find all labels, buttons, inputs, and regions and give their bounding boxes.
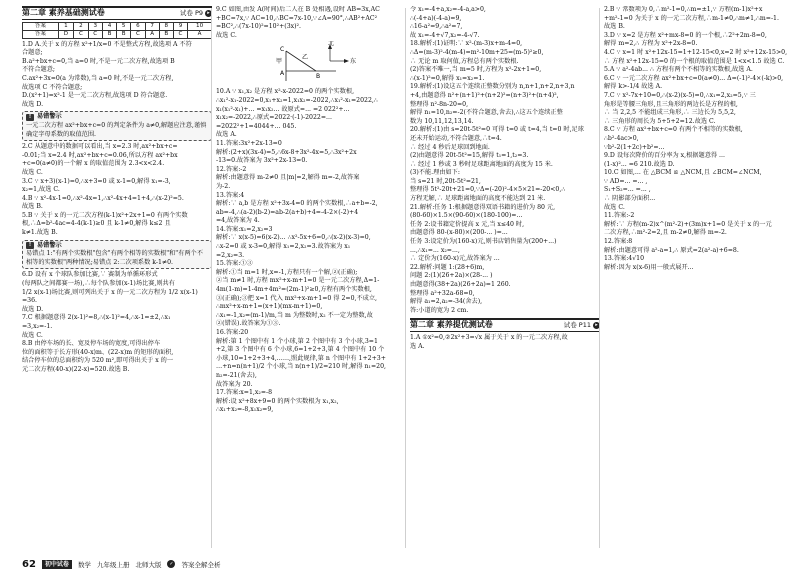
answer-table-header-cell: 3 [88,22,102,30]
answer-line: ②当 m≠1 时,方程 mx²+x-m+1=0 是一元二次方程,Δ=1- [216,277,380,285]
column-divider [211,8,212,548]
answer-line: n₂=-21(舍去), [216,371,257,379]
answer-line: 解析:∵ 方程(m-2)x^(m²-2)+(3m)x+1=0 是关于 x 的一元 [604,220,772,228]
page-ref [564,321,600,330]
answer-table-header-cell: 10 [188,22,212,30]
answer-line: 10.C 如图,... 在 △BCM ≌ △NCM,且 ∠BCM=∠NCM, [604,169,762,177]
answer-line: 解得 k>-1/4 故选 A. [604,83,663,91]
answer-line: 解析:设 x²+8x+9=0 的两个实数根为 x₁,x₂, [216,397,339,405]
answer-line: ab=-4,∴(a-2)(b-2)=ab-2(a+b)+4=-4-2×(-2)+4 [216,208,359,216]
answer-line: S₁+S₂=... =... , [604,186,651,194]
answer-line: 7.C ∵ x²-7x+10=0,∴(x-2)(x-5)=0,∴x₁=2,x₂=5,∵ 三 [604,91,756,99]
answer-line: 21.解析:任务 1:根据题意得双语书籍的进价为 80 元, [410,203,556,211]
answer-line: 9.D 设每次降价的百分率为 x,根据题意得 ... [604,152,725,160]
answer-icon: ✓ [169,561,174,567]
answer-line: -0.01;当 x=2.4 时,ax²+bx+c=0.06,所以方程 ax²+bx [22,151,178,159]
answer-line: +c=0(a≠0)的一个解 x 的取值范围为 2.3<x<2.4. [22,160,165,168]
answer-line: 1.A ①x²=0,②2x²+3=√x 属于关于 x 的一元二次方程,故 [410,333,568,341]
answer-line: 4.B ∵ x²-4x-1=0,∴x²-4x=1,∴x²-4x+4=1+4,∴(x-2)²=5. [22,194,184,202]
answer-line: 由题意得 80-(x-80)×(200-... )=... [410,229,508,237]
answer-line: =BC²,∴(7x-10)²=10²+(3x)². [216,23,301,31]
answer-line: ∴ 方程 x²+12x-15=0 的一个根的取值范围是 1<x<1.5 故选 C. [604,57,785,65]
answer-line: =2,x₂=3. [216,251,245,259]
answer-table-header-cell: 7 [145,22,159,30]
answer-line: 4.C ∵ x=1 时 x²+12x-15=1+12-15<0,x=2 时 x²+12x-15>0, [604,48,788,56]
answer-line: 4m(1-m)=1-4m+4m²=(2m-1)²≥0,方程有两个实数根, [216,286,372,294]
answer-line: ∴ 三角形的周长为 5+5+2=12.故选 C. [604,117,716,125]
brand-label: 初中试卷 [42,560,72,569]
warning-icon: ! [26,114,34,121]
column-4 [604,6,794,554]
answer-line: 整理得 5t²-20t+21=0,∵Δ=(-20)²-4×5×21=-20<0,∴ [410,186,566,194]
tip-label: 易错警示 [37,241,62,249]
answer-line: =4,故答案为 4. [216,217,260,225]
answer-line: 解析:由题意得 m-2≠0 且|m|=2,解得 m=-2,故答案 [216,174,360,182]
answer-line: 合题意; [22,49,43,57]
east-label: 东 [350,58,357,66]
column-2 [216,6,406,554]
answer-line: 小球,10=1+2+3+4,……,照此规律,第 n 个图中有 1+2+3+ [216,354,386,362]
section-header [22,6,212,20]
answer-table-header-cell: 6 [131,22,145,30]
answer-line: ∴ 定价为(160-x)元,故答案为 ... [410,255,500,263]
answer-line: ∴ 无论 m 取何值,方程总有两个实数根. [410,57,519,65]
answer-line: 元二次方程(40-x)(22-x)=520.故选 B. [22,365,130,373]
answer-table-header-cell: 1 [58,22,74,30]
answer-table-cell: B [102,30,116,38]
answer-line: 故选 A. [216,131,237,139]
answer-line: (2)答案不唯一,当 m=5 时,方程为 x²-2x+1=0, [410,66,542,74]
answer-line: 17.答案:x=1,x₂=-8 [216,389,273,397]
answer-line: ②(错误).故答案为①③. [216,320,281,328]
answer-table-cell: A [188,30,212,38]
answer-line: 故答案为 20. [216,380,253,388]
answer-line: 10.A ∵ x₁,x₂ 是方程 x²-x-2022=0 的两个实数根, [216,88,355,96]
answer-line: 为-2. [216,182,231,190]
page-footer [22,558,220,570]
answer-line: (1-x)²... =6 210.故选 D. [604,160,675,168]
answer-line: 故选 C. [22,168,43,176]
answer-line: 选 A. [410,342,425,350]
section-header [410,318,600,332]
answer-line: ∵ AD=... =... , [604,177,648,185]
answer-line: 15.答案:①③ [216,260,253,268]
page-ref-label: 试卷 P11 [563,321,591,330]
answer-line: 还未开始运动,不符合题意,∴t=4. [410,134,502,142]
answer-line: 解得 m=2,∴ 方程为 x²+2x-8=0. [604,40,698,48]
answer-line: 数为 10,11,12,13,14. [410,117,474,125]
answer-line: 解析:因为 x(x-6)用一般式展开... [604,263,694,271]
answer-line: 18.解析:(1)证明:∵ x²-(m-3)x+m-4=0, [410,40,523,48]
answer-line: 9.C 如图,由发 A(时间)后二人在 B 处相遇,设时 AB=3x,AC [216,6,380,13]
answer-line: ∴16-a²=9,∴a²=7, [410,23,463,31]
answer-line: 8.C ∵ 方程 ax²+bx+c=0 有两个不相等的实数根, [604,126,743,134]
answer-line: 二次方程,∴m²-2=2,且 m-2≠0,解得 m=-2. [604,229,727,237]
answer-table-header-cell: 5 [117,22,131,30]
answer-line: 5.A ∵ a²-4ab... ∴ 方程有两个不相等的实数根,故选 A. [604,66,753,74]
answer-line: ∴ 当 2,2,5 不能组成三角形,∴ 三边长为 5,5,2, [604,109,736,117]
answer-line: ∴ 经过 4 秒后足球回到地面. [410,143,490,151]
column-1 [22,6,212,554]
answer-table-cell: A [145,30,159,38]
answer-line: ∴x₁²-x₁-2022=0,x₁+x₂=1,x₁x₂=-2022,∴x₁²-x₁=2022,∴ [216,96,378,104]
answer-line: (每两队之间都赛一场),∴每个队参加(x-1)场比赛,则共有 [22,280,175,288]
answer-line: 整理得 n²-8n-20=0, [410,100,469,108]
answer-line: +BC=7x,∵ AC=10,∴BC=7x-10,∵∠A=90°,∴AB²+AC² [216,14,378,22]
tip-header [26,113,208,122]
answer-line: 2.B ∵ 常数项为 0,∴m²-1=0,∴m=±1,∵ 方程(m-1)x²+x [604,6,763,13]
answer-line: 由题意得(38+2a)(26+2a)=1 260. [410,281,511,288]
answer-table-header-cell: 答案 [23,22,59,30]
answer-line: +4,由题意得 n²+(n+1)²+(n+2)²=(n+3)²+(n+4)², [410,91,559,99]
answer-table-header-cell: 4 [102,22,116,30]
answer-line: 角形是等腰三角形,且三角形的两边长是方程的根, [604,100,738,108]
answer-line: 11.答案:3x²+2x-13=0 [216,139,282,147]
answer-line: -13=0.故答案为 3x²+2x-13=0. [216,157,308,165]
point-b-label: B [316,73,321,81]
answer-line: 位的面积等于长方形(40-x)m、(22-x)m 的矩形的面积, [22,348,174,356]
answer-line: ∴ 阴影部分面积... [604,195,656,203]
answer-line: 3.C ∵ x+3)(x-1)=0,∴x+3=0 或 x-1=0,解得 x₁=-3, [22,177,171,185]
answer-line: ∴ 经过 1 秒或 3 秒时足球距离地面的高度为 15 米. [410,160,553,168]
tip-box [22,240,212,270]
answer-line: 方程无解,∴ 足球距离地面的高度不能达到 21 米. [410,195,546,203]
point-a-label: A [280,70,285,78]
section-title: 第二章 素养基础测试卷 [22,8,105,17]
answer-line: 14.答案:x₁=2,x₂=3 [216,225,273,233]
answer-line: 19.解析:(1)设这五个连续正整数分别为 n,n+1,n+2,n+3,n [410,83,575,91]
answer-line: k≠1.故选 B. [22,229,58,237]
tip-header [26,242,208,251]
page-number: 62 [22,558,36,570]
answer-line: 13.答案:4 [216,191,245,199]
answer-note: 答案全解全析 [181,560,221,569]
answer-line: +m²-1=0 为关于 x 的一元二次方程,∴m-1≠0,∴m≠1,∴m=-1. [604,14,779,22]
answer-line: B.a²+bx+c=0,当 a=0 时,不是一元二次方程,故选项 B [22,57,175,65]
column-3 [410,6,600,554]
answer-line: 根,∴Δ=b²-4ac=4-4(k-1)≥0 且 k-1≠0,解得 k≤2 且 [22,220,171,228]
answer-line: 2.C 从题意中的数据可以看出,当 x=2.3 时,ax²+bx+c= [22,143,178,151]
point-c-label: C [280,46,285,54]
answer-line: 任务 3:设定价为(160-x)元,则书店销售量为(200+...) [410,238,557,246]
answer-line: (80-60)×1.5×(90-60)×(180-100)=... [410,212,523,220]
arrow-icon: ▸ [593,322,600,329]
answer-line: +2,第 3 个图中有 6 个小球,6=1+2+3,第 4 个图中有 10 个 [216,346,385,354]
answer-line: 故选 C. [604,203,625,211]
answer-line: 6.D 设有 x 个球队参加比赛,∵ 赛制为单循环形式 [22,271,158,279]
answer-line: 20.解析:(1)由 s=20t-5t²=0 可得 t=0 或 t=4,当 t=0 时,足球 [410,126,584,134]
answer-line: 解析:∵ a,b 是方程 x²+3x-4=0 的两个实数根,∴a+b=-2, [216,200,378,208]
answer-table-cell: 答案 [23,30,59,38]
answer-line: 解析:∵ x(x-5)=6(x-2)... ∴x²-5x+6=0,∴(x-2)(x-3)=0, [216,234,371,242]
answer-line: ∴b²-4ac>0, [604,134,639,142]
answer-line: ∴x-2=0 或 x-3=0,解得 x₁=2,x₂=3.故答案为 x₁ [216,243,351,251]
answer-line: 11.答案:-2 [604,212,635,220]
answer-table-header-cell: 8 [159,22,173,30]
answer-line: =2022²+1=4044+... 045. [216,122,297,130]
answer-line: 13.答案:4√10 [604,255,645,263]
tip-label: 易错警示 [37,113,62,121]
answer-line: 16.答案:20 [216,329,249,336]
answer-line: ③(正确);③把 x=1 代入 mx²+x-m+1=0 得 2=0,不成立, [216,294,378,302]
column-divider [405,8,406,548]
tip-text: 一元二次方程 ax²+bx+c=0 的判定条件为 a≠0,解题应注意,谨慎确定字母系数的取值范围. [26,121,207,138]
answer-line: 故选 D. [22,100,44,108]
answer-line: C.ax²+3x=0(a 为常数),当 a=0 时,不是一元二次方程, [22,74,174,82]
answer-line: 整理得 a²+32a-68=0, [410,289,475,297]
column-divider [599,8,600,548]
answer-line: 解得 a₁=2,a₂=-34(舍去), [410,298,483,306]
grade-label: 九年级上册 [96,560,130,569]
warning-icon: ! [26,242,34,249]
yi-label: 乙 [302,54,309,62]
answer-line: 12.答案:-2 [216,165,247,173]
answer-line: 当 s=21 时,20t-5t²=21, [410,177,481,185]
answer-line: 1/2 x(x-1)场比赛,则可列出关于 x 的一元二次方程为 1/2 x(x-1) [22,288,198,296]
answer-line: ∴Δ=(m-3)²-4(m-4)=m²-10m+25=(m-5)²≥0, [410,48,544,56]
answer-line: 22.解析:问题 1:(28+6)m, [410,263,485,271]
answer-line: ∴x₁=-1,x₂=(m-1)/m,当 m 为整数时,x₂ 不一定为整数,故 [216,311,373,319]
publisher-label: 北师大版 [135,560,162,569]
answer-line: (2)由题意得 20t-5t²=15,解得 t₁=1,t₂=3. [410,152,529,160]
answer-line: =36. [22,297,38,305]
answer-table-cell: B [117,30,131,38]
answer-line: x₁x₂=-2022,∴原式=2022·(-1)-2022=... [216,114,332,122]
answer-line: 12.答案:8 [604,238,633,246]
answer-line: 故选 C. [216,31,237,39]
answer-line: (3)不能.理由如下: [410,169,460,177]
answer-line: ∴x₁+x₂=-8,x₁x₂=9, [216,406,274,414]
answer-line: ...,∴x₁=... x₂=..., [410,246,460,254]
answer-line: D.(x²+1)=x²-1 是一元二次方程,故选项 D 符合题意. [22,92,168,100]
page-ref-label: 试卷 P9 [179,9,203,17]
answer-line: …+n=n(n+1)/2 个小球,当 n(n+1)/2=210 时,解得 n₁=20, [216,363,387,371]
answer-line: 令 x₁=-4+a,x₂=-4-a,a>0, [410,6,486,13]
answer-table-header-cell: 2 [74,22,88,30]
answer-line: 不符合题意; [22,66,56,74]
answer-line: 故选 C. [22,331,43,339]
answer-table-cell: C [173,30,187,38]
answer-line: 故选 D. [22,305,44,313]
answer-table-header-cell: 9 [173,22,187,30]
answer-line: 故 x₁=-4+√7,x₂=-4-√7. [410,31,480,39]
answer-line: ∴(x-1)²=0,解得 x₁=x₂=1. [410,74,485,82]
answer-line: 1.D A.关于 x 的方程 x²+1/x=0 不是整式方程,故选项 A 不符 [22,40,192,48]
tip-text: 易错点 1:"有两个实数根"包含"有两个相等的实数根"和"有两个不相等的实数根"两种情况;易错点 2:二次项系数 k-1≠0. [26,250,203,266]
tip-box [22,111,212,141]
answer-table [22,22,212,39]
answer-line: 故选项 C 不符合题意; [22,83,83,91]
answer-line: 故选 B. [604,23,625,31]
north-label: 北 [328,41,335,48]
answer-line: 解析:①当 m=1 时,x=-1,方程只有一个解,②(正确); [216,268,358,276]
answer-line: 7.C 根据题意得 2(x-1)²=8,∴(x-1)²=4,∴x-1=±2,∴x₁ [22,314,171,322]
answer-line: 8.B 由停车场的长、宽及停车场的宽度,可得出停车 [22,340,161,348]
answer-line: x₂=1,故选 C. [22,186,60,194]
subject-label: 数学 [77,560,91,569]
answer-line: 6.C ∵ 一元二次方程 ax²+bx+c=0(a≠0)... Δ=(-1)²-4×(-k)>0, [604,74,784,82]
arrow-icon: ▸ [205,10,212,17]
answer-line: 解得 n₁=10,n₂=-2(不符合题意,舍去),∴这五个连续正整 [410,109,563,117]
diagram-svg [256,41,366,87]
direction-diagram [256,41,366,87]
answer-table-cell: B [159,30,173,38]
answer-line: 解析:(2+x)(3x-4)=5,∴6x-8+3x²-4x=5,∴3x²+2x [216,148,357,156]
answer-table-cell: D [58,30,74,38]
answer-line: x₁(x₁²-x₁)+... =x₁x₂... 故原式=... =2 022²+... [216,105,350,113]
page-ref [180,9,212,18]
answer-line: 3.D ∵ x=2 是方程 x²+mx-8=0 的一个根,∴2²+2m-8=0, [604,31,767,39]
answer-line: 5.B ∵ 关于 x 的一元二次方程(k-1)x²+2x+1=0 有两个实数 [22,211,188,219]
answer-line: ∵b²-2(1+2c)+b²=... [604,143,665,151]
section-title: 第二章 素养提优测试卷 [410,320,493,330]
answer-line: ∴(-4+a)(-4-a)=9, [410,14,462,22]
answer-line: 故选 B. [22,203,43,211]
jia-label: 甲 [276,58,283,66]
answer-line: 问题 2:(1)(26+2a)×(28-... ) [410,272,493,280]
answer-line: 解析:第 1 个图中有 1 个小球,第 2 个图中有 3 个小球,3=1 [216,337,378,345]
answer-table-cell: C [131,30,145,38]
answer-line: 结合停车位的总面积约为 520 m²,即可得出关于 x 的一 [22,357,174,365]
answer-line: 答:小道的宽为 2 cm. [410,306,469,314]
answer-line: =3,x₂=-1. [22,323,53,330]
answer-line: 任务 2:设书籍定价提高 x 元,当 x≤40 时, [410,220,525,228]
answer-line: 解析:由题意可得 a²-a=1,∴ 原式=2(a²-a)+6=8. [604,246,739,254]
answer-line: ∴mx²+x-m+1=(x+1)(mx-m+1)=0, [216,303,323,311]
answer-table-cell: C [88,30,102,38]
answer-table-cell: C [74,30,88,38]
